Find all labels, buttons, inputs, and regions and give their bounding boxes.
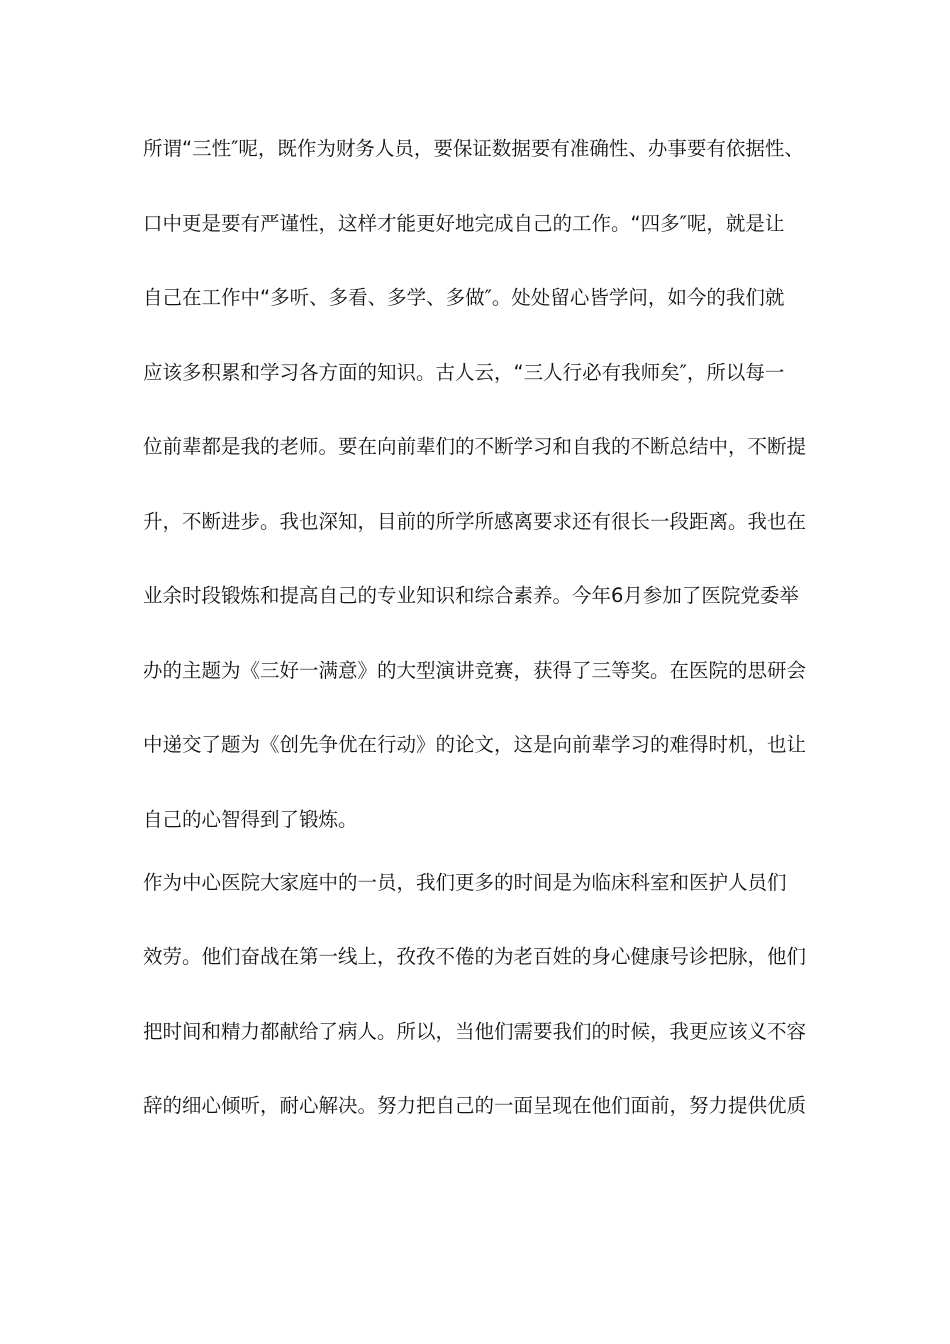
text-line: 辞的细心倾听，耐心解决。努力把自己的一面呈现在他们面前，努力提供优质 [143, 1094, 807, 1117]
text-line: 应该多积累和学习各方面的知识。古人云，“三人行必有我师矣″，所以每一 [143, 360, 785, 384]
text-line: 效劳。他们奋战在第一线上，孜孜不倦的为老百姓的身心健康号诊把脉，他们 [143, 945, 807, 968]
text-line: 中递交了题为《创先争优在行动》的论文，这是向前辈学习的难得时机，也让 [143, 733, 807, 756]
text-line: 位前辈都是我的老师。要在向前辈们的不断学习和自我的不断总结中，不断提 [143, 435, 807, 458]
text-line: 自己的心智得到了锻炼。 [143, 807, 358, 831]
text-line: 业余时段锻炼和提高自己的专业知识和综合素养。今年6月参加了医院党委举 [143, 584, 799, 607]
text-line: 作为中心医院大家庭中的一员，我们更多的时间是为临床科室和医护人员们 [143, 870, 787, 894]
text-line: 所谓“三性″呢，既作为财务人员，要保证数据要有准确性、办事要有依据性、 [143, 137, 804, 160]
text-line: 自己在工作中“多听、多看、多学、多做″。处处留心皆学问，如今的我们就 [143, 286, 785, 309]
text-line: 口中更是要有严谨性，这样才能更好地完成自己的工作。“四多″呢，就是让 [143, 211, 785, 235]
text-line: 升，不断进步。我也深知，目前的所学所感离要求还有很长一段距离。我也在 [143, 509, 807, 533]
body-text [143, 128, 808, 1160]
text-line: 办的主题为《三好一满意》的大型演讲竞赛，获得了三等奖。在医院的思研会 [143, 658, 807, 682]
text-line: 把时间和精力都献给了病人。所以，当他们需要我们的时候，我更应该义不容 [143, 1019, 807, 1043]
